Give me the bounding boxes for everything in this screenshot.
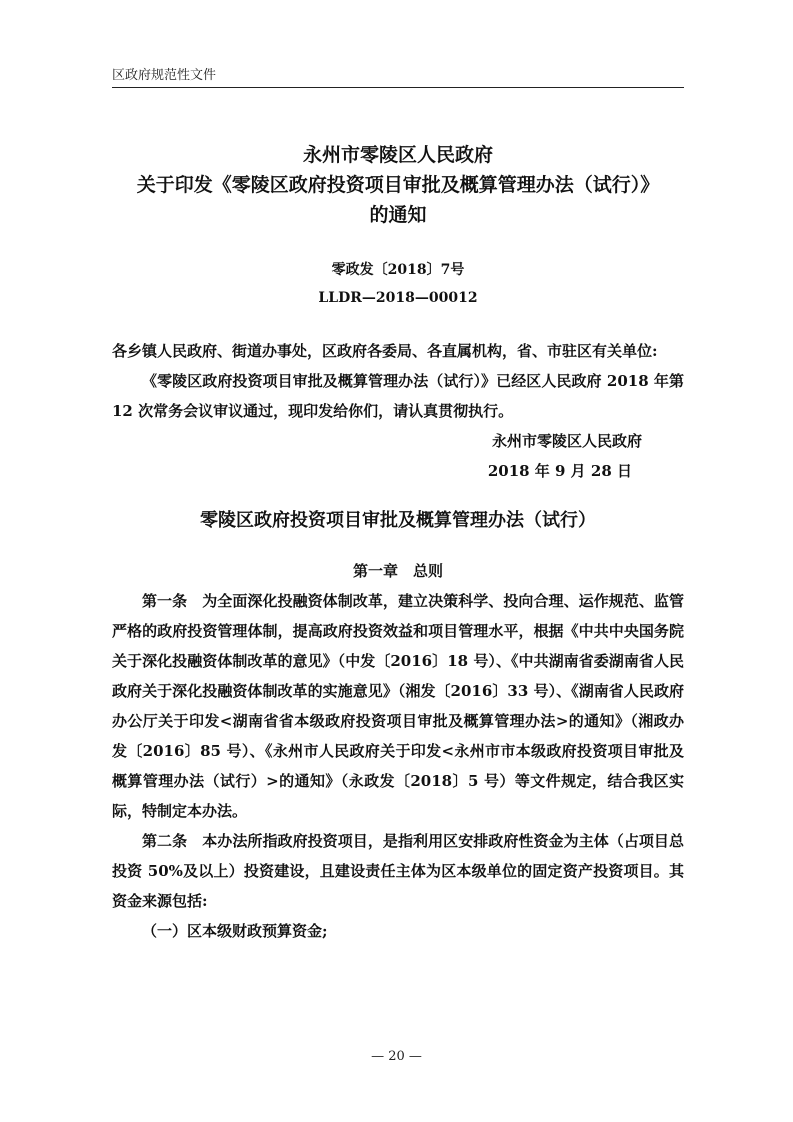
header-label: 区政府规范性文件	[112, 68, 217, 83]
measures-title: 零陵区政府投资项目审批及概算管理办法（试行）	[200, 510, 596, 531]
doc-number: 零政发〔2018〕7号	[331, 262, 465, 278]
notice-title-line3: 的通知	[369, 204, 427, 226]
notice-title	[112, 140, 684, 230]
article-1: 第一条 为全面深化投融资体制改革，建立决策科学、投向合理、运作规范、监管严格的政府投资管理体制，提高政府投资效益和项目管理水平，根据《中共中央国务院关于深化投融资体制改革的意见》（中发〔2016〕18 号）、《中共湖南省委湖南省人民政府关于深化投融资体制改革的实施意见》（湘发〔2016〕33 号）、《湖南省人民政府办公厅关于印发<湖南省省本级政府投资项目审批及概算管理办法>的通知》（湘政办发〔2016〕85 号）、《永州市人民政府关于印发<永州市市本级政府投资项目审批及概算管理办法（试行）>的通知》（永政发〔2018〕5 号）等文件规定，结合我区实际，特制定本办法。	[112, 592, 684, 820]
document-numbers	[112, 256, 684, 312]
page-number: — 20 —	[371, 1049, 422, 1064]
notice-title-line1: 永州市零陵区人民政府	[302, 144, 493, 166]
article-2-item-1: （一）区本级财政预算资金;	[142, 922, 328, 940]
signature-org: 永州市零陵区人民政府	[491, 432, 642, 450]
registration-number: LLDR—2018—00012	[318, 290, 478, 306]
notice-body: 《零陵区政府投资项目审批及概算管理办法（试行）》已经区人民政府 2018 年第 12 次常务会议审议通过，现印发给你们，请认真贯彻执行。	[112, 372, 684, 420]
signature-date: 2018 年 9 月 28 日	[487, 462, 632, 480]
document-body	[112, 140, 684, 946]
recipients: 各乡镇人民政府、街道办事处，区政府各委局、各直属机构，省、市驻区有关单位:	[112, 342, 658, 360]
running-header	[112, 64, 684, 88]
article-2: 第二条 本办法所指政府投资项目，是指利用区安排政府性资金为主体（占项目总投资 50%及以上）投资建设，且建设责任主体为区本级单位的固定资产投资项目。其资金来源包括:	[112, 832, 684, 910]
notice-title-line2: 关于印发《零陵区政府投资项目审批及概算管理办法（试行）》	[136, 174, 660, 196]
chapter-heading: 第一章 总则	[352, 562, 443, 580]
